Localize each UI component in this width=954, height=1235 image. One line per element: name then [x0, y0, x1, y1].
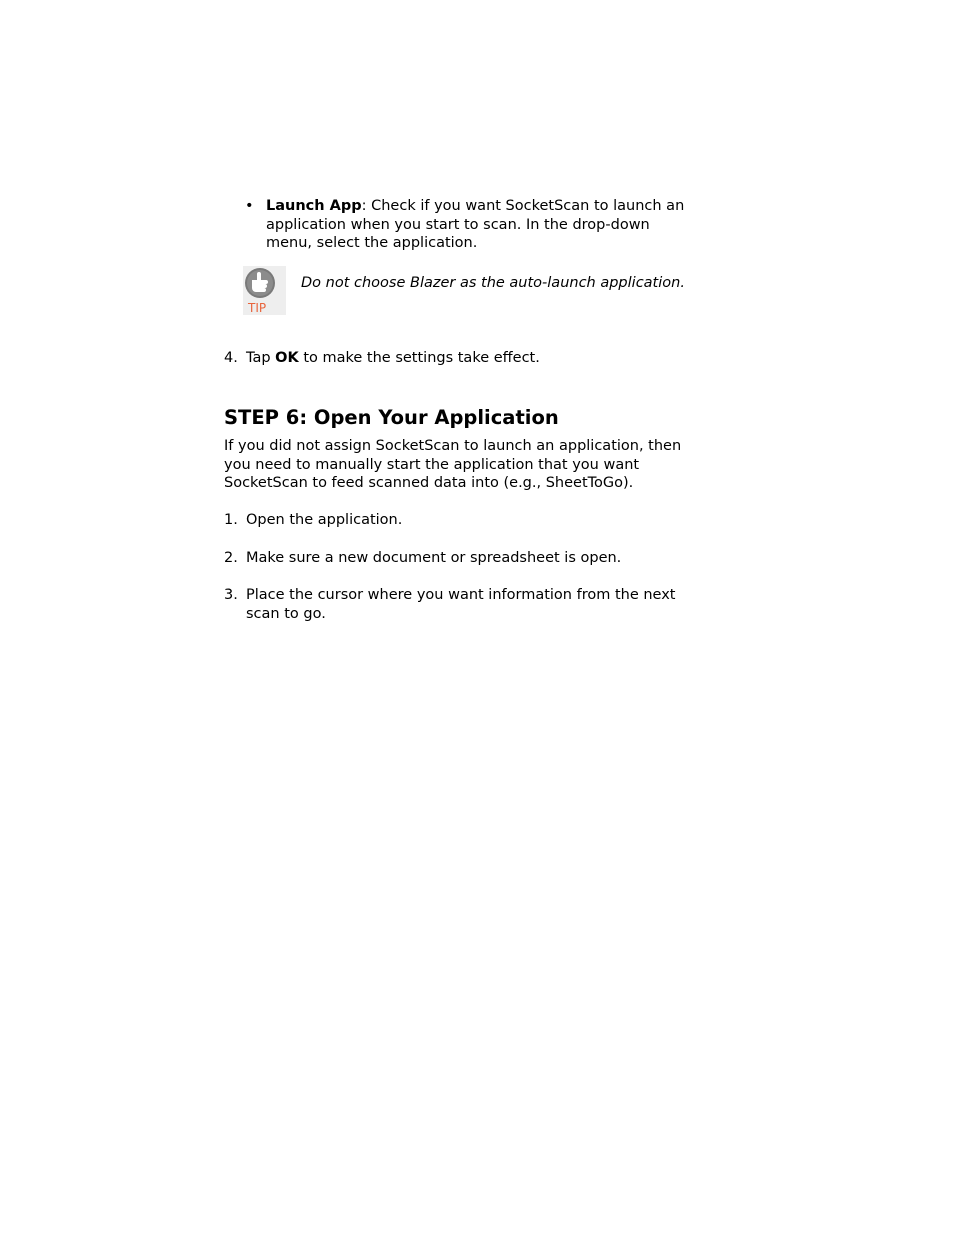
step-text: Place the cursor where you want information from the next scan to go. [246, 587, 676, 622]
bullet-marker: • [245, 198, 254, 214]
section-intro: If you did not assign SocketScan to launch an application, then you need to manually start the application that you want SocketScan to feed scanned data into (e.g., SheetToGo). [224, 438, 682, 492]
step-text [246, 349, 694, 368]
step-number: 2. [224, 550, 238, 566]
step-text: Make sure a new document or spreadsheet is open. [246, 550, 622, 566]
tip-text: Do not choose Blazer as the auto-launch application. [301, 275, 685, 291]
pointing-hand-icon [243, 266, 286, 315]
launch-app-text: : Check if you want SocketScan to launch an application when you start to scan. In the drop-down menu, select the application. [266, 198, 685, 252]
tip-icon [243, 266, 286, 315]
section-heading: STEP 6: Open Your Application [224, 406, 559, 429]
launch-app-description [266, 197, 696, 253]
step-text: Open the application. [246, 512, 403, 528]
ok-term: OK [275, 350, 299, 366]
step-text-after: to make the settings take effect. [298, 350, 540, 366]
tip-callout [243, 266, 703, 316]
step-number: 4. [224, 350, 238, 366]
step-number: 3. [224, 587, 238, 603]
launch-app-term: Launch App [266, 198, 362, 214]
step-number: 1. [224, 512, 238, 528]
tip-label: TIP [248, 301, 267, 315]
step-text-before: Tap [246, 350, 276, 366]
